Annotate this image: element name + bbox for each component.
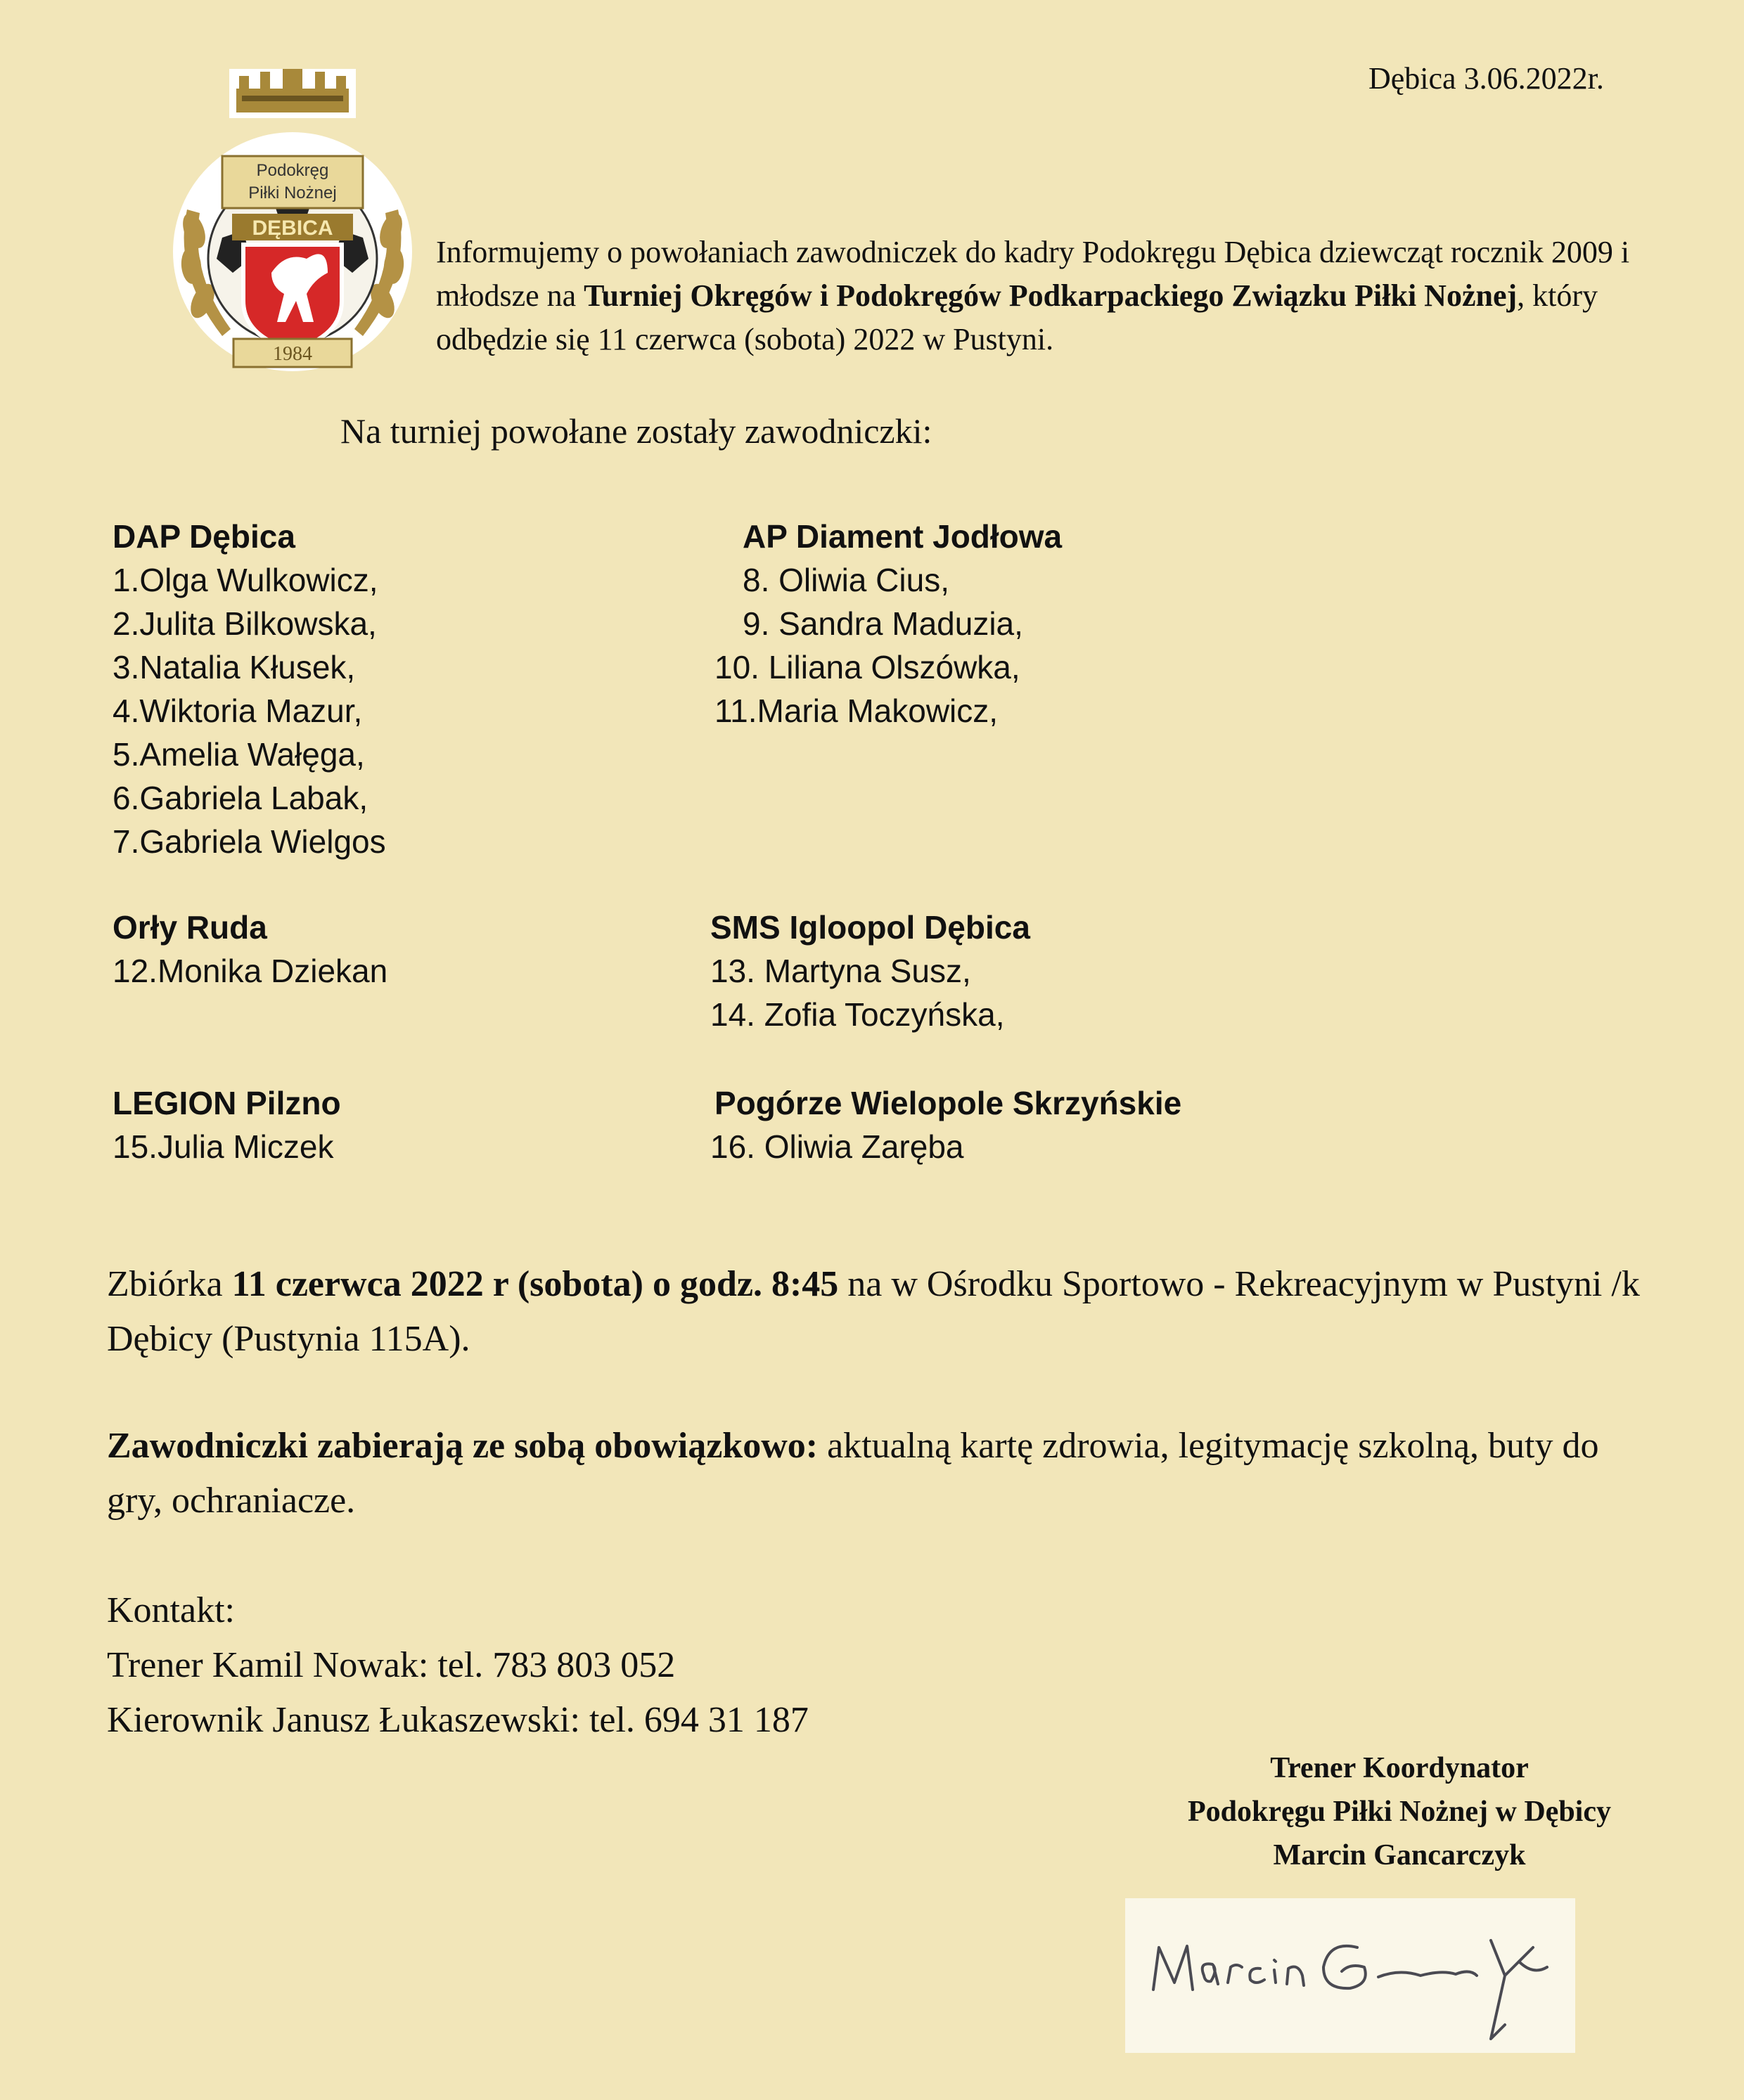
intro-paragraph [436, 231, 1646, 361]
club-name: AP Diament Jodłowa [743, 518, 1063, 555]
meeting-time: 11 czerwca 2022 r (sobota) o godz. 8:45 [231, 1264, 839, 1304]
meeting-text: Zbiórka [107, 1264, 232, 1304]
club-block [710, 1081, 1182, 1168]
club-name: Orły Ruda [113, 909, 267, 946]
player-item: 3.Natalia Kłusek, [113, 649, 356, 685]
club-block [113, 1081, 341, 1168]
meeting-location: na w Ośrodku Sportowo - Rekreacyjnym w Pustyni /k Dębicy (Pustynia 115A). [107, 1264, 1640, 1359]
player-item: 4.Wiktoria Mazur, [113, 693, 363, 729]
logo-year: 1984 [273, 343, 312, 365]
club-name: DAP Dębica [113, 518, 295, 555]
player-item: 16. Oliwia Zaręba [710, 1128, 964, 1165]
intro-text: Informujemy o powołaniach zawodniczek do kadry Podokręgu Dębica dziewcząt rocznik 2009 i młodsze na [436, 235, 1630, 313]
player-item: 1.Olga Wulkowicz, [113, 562, 378, 598]
equipment-paragraph [107, 1419, 1661, 1528]
logo-city: DĘBICA [252, 217, 333, 240]
player-item: 11.Maria Makowicz, [714, 693, 999, 729]
equipment-list: aktualną kartę zdrowia, legitymację szkolną, buty do gry, ochraniacze. [107, 1426, 1599, 1521]
club-block [113, 515, 386, 863]
club-block [714, 515, 1063, 733]
signature-name: Marcin Gancarczyk [1273, 1839, 1526, 1872]
player-item: 14. Zofia Toczyńska, [710, 996, 1005, 1033]
club-name: LEGION Pilzno [113, 1085, 341, 1121]
player-item: 8. Oliwia Cius, [743, 562, 949, 598]
equipment-heading: Zawodniczki zabierają ze sobą obowiązkowo: [107, 1426, 819, 1466]
signature-role: Trener Koordynator [1270, 1752, 1529, 1784]
intro-text-end: , który odbędzie się 11 czerwca (sobota) 2022 w Pustyni. [436, 278, 1598, 356]
player-item: 2.Julita Bilkowska, [113, 605, 377, 642]
called-players-heading: Na turniej powołane zostały zawodniczki: [340, 411, 932, 451]
player-item: 13. Martyna Susz, [710, 953, 971, 989]
signature-block [1153, 1746, 1646, 1877]
document-date: Dębica 3.06.2022r. [1368, 61, 1604, 96]
player-item: 7.Gabriela Wielgos [113, 823, 386, 860]
contact-coach: Trener Kamil Nowak: tel. 783 803 052 [107, 1645, 676, 1685]
contact-block [107, 1583, 809, 1748]
club-block [113, 906, 387, 993]
player-item: 6.Gabriela Labak, [113, 780, 368, 816]
logo-text-2: Piłki Nożnej [248, 183, 337, 202]
club-block [710, 906, 1030, 1036]
tournament-name: Turniej Okręgów i Podokręgów Podkarpackiego Związku Piłki Nożnej [584, 278, 1518, 313]
player-item: 15.Julia Miczek [113, 1128, 334, 1165]
handwritten-signature [1125, 1884, 1575, 2067]
club-crest-logo [166, 69, 419, 371]
crown-icon [229, 69, 356, 118]
player-item: 5.Amelia Wałęga, [113, 736, 365, 773]
player-item: 12.Monika Dziekan [113, 953, 388, 989]
club-name: Pogórze Wielopole Skrzyńskie [714, 1085, 1182, 1121]
player-item: 10. Liliana Olszówka, [714, 649, 1020, 685]
player-item: 9. Sandra Maduzia, [743, 605, 1023, 642]
logo-text-1: Podokręg [256, 161, 329, 180]
meeting-paragraph [107, 1257, 1661, 1367]
contact-manager: Kierownik Janusz Łukaszewski: tel. 694 31 187 [107, 1700, 809, 1740]
club-name: SMS Igloopol Dębica [710, 909, 1030, 946]
contact-heading: Kontakt: [107, 1590, 235, 1630]
signature-org: Podokręgu Piłki Nożnej w Dębicy [1188, 1796, 1611, 1828]
